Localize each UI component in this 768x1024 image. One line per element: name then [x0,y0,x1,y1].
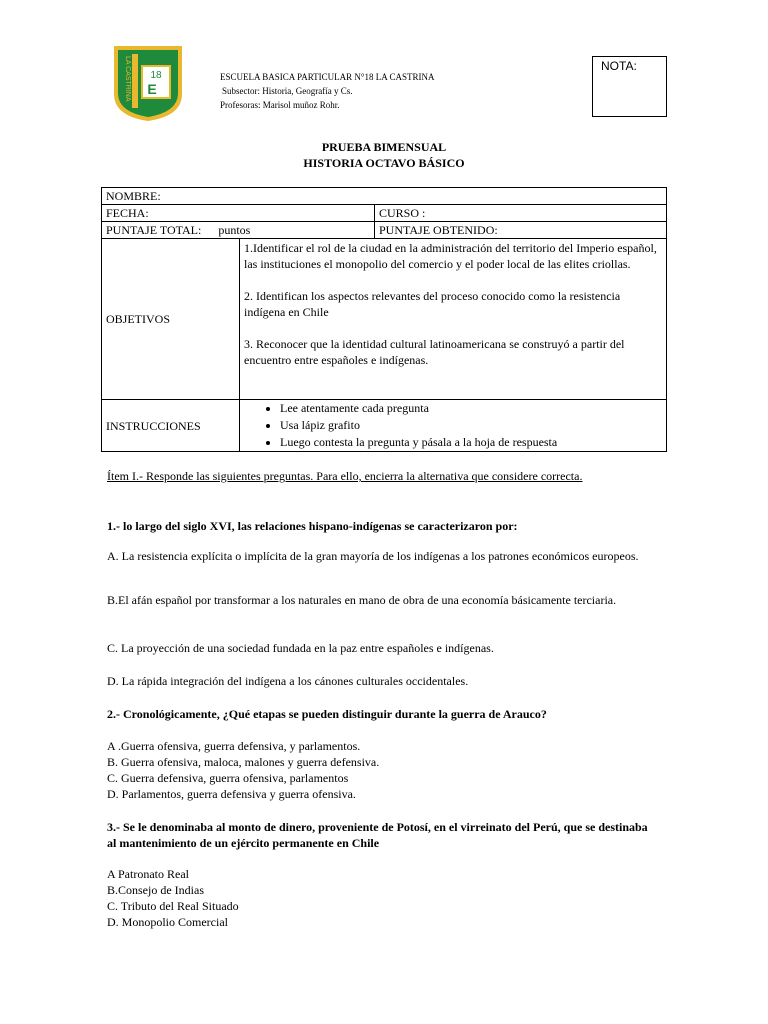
question-1: 1.- lo largo del siglo XVI, las relaciones hispano-indígenas se caracterizaron por: [107,519,518,533]
q2-option-b[interactable]: B. Guerra ofensiva, maloca, malones y guerra defensiva. [107,755,380,769]
school-header [220,70,435,112]
objetivo-2: 2. Identifican los aspectos relevantes del proceso conocido como la resistencia indígena en Chile [244,289,621,319]
question-2: 2.- Cronológicamente, ¿Qué etapas se pueden distinguir durante la guerra de Arauco? [107,707,547,721]
q1-option-b[interactable]: B.El afán español por transformar a los naturales en mano de obra de una economía básicamente terciaria. [107,593,617,607]
school-name: ESCUELA BASICA PARTICULAR N°18 LA CASTRINA [220,72,435,82]
student-info-table [101,187,667,452]
q2-option-a[interactable]: A .Guerra ofensiva, guerra defensiva, y parlamentos. [107,739,361,753]
q2-option-c[interactable]: C. Guerra defensiva, guerra ofensiva, parlamentos [107,771,349,785]
logo-text: LA CASTRINA [124,56,131,102]
curso-field[interactable]: CURSO : [375,205,667,222]
puntaje-total-field[interactable] [102,222,375,239]
objetivos-label: OBJETIVOS [102,239,240,400]
nombre-field[interactable]: NOMBRE: [102,188,667,205]
q1-option-d[interactable]: D. La rápida integración del indígena a los cánones culturales occidentales. [107,674,469,688]
teachers: Profesoras: Marisol muñoz Rohr. [220,100,340,110]
instruccion-2: • Usa lápiz grafito [280,417,662,434]
test-title: PRUEBA BIMENSUAL [321,140,447,154]
question-3: 3.- Se le denominaba al monto de dinero, proveniente de Potosí, en el virreinato del Perú, que se destinaba al mantenimiento de un ejército permanente en Chile [107,820,648,850]
objetivo-3: 3. Reconocer que la identidad cultural latinoamericana se construyó a partir del encuentro entre españoles e indígenas. [244,337,625,367]
nota-label: NOTA: [601,59,637,73]
q2-option-d[interactable]: D. Parlamentos, guerra defensiva y guerra ofensiva. [107,787,356,801]
logo-letters: E [147,81,157,97]
puntos-label: puntos [218,223,251,237]
q3-option-b[interactable]: B.Consejo de Indias [107,883,204,897]
subsector: Subsector: Historia, Geografía y Cs. [222,86,353,96]
puntaje-obtenido-field[interactable]: PUNTAJE OBTENIDO: [375,222,667,239]
nota-box [592,56,667,117]
puntaje-total-label: PUNTAJE TOTAL: [106,223,202,237]
q3-option-d[interactable]: D. Monopolio Comercial [107,915,228,929]
q3-option-a[interactable]: A Patronato Real [107,867,189,881]
q1-option-c[interactable]: C. La proyección de una sociedad fundada en la paz entre españoles e indígenas. [107,641,494,655]
instrucciones-content [240,400,667,452]
objetivos-content [240,239,667,400]
item-intro: Ítem I.- Responde las siguientes preguntas. Para ello, encierra la alternativa que considere correcta. [107,469,583,483]
test-subtitle: HISTORIA OCTAVO BÁSICO [303,156,465,170]
instrucciones-label: INSTRUCCIONES [102,400,240,452]
objetivo-1: 1.Identificar el rol de la ciudad en la administración del territorio del Imperio español, las instituciones el monopolio del comercio y el poder local de las elites criollas. [244,241,657,271]
instruccion-1: • Lee atentamente cada pregunta [280,400,662,417]
school-logo [112,44,184,122]
q1-option-a[interactable]: A. La resistencia explícita o implícita de la gran mayoría de los indígenas a los patrones económicos europeos. [107,549,639,563]
instruccion-3: • Luego contesta la pregunta y pásala a la hoja de respuesta [280,434,662,451]
logo-number: 18 [150,70,162,81]
q3-option-c[interactable]: C. Tributo del Real Situado [107,899,239,913]
fecha-field[interactable]: FECHA: [102,205,375,222]
